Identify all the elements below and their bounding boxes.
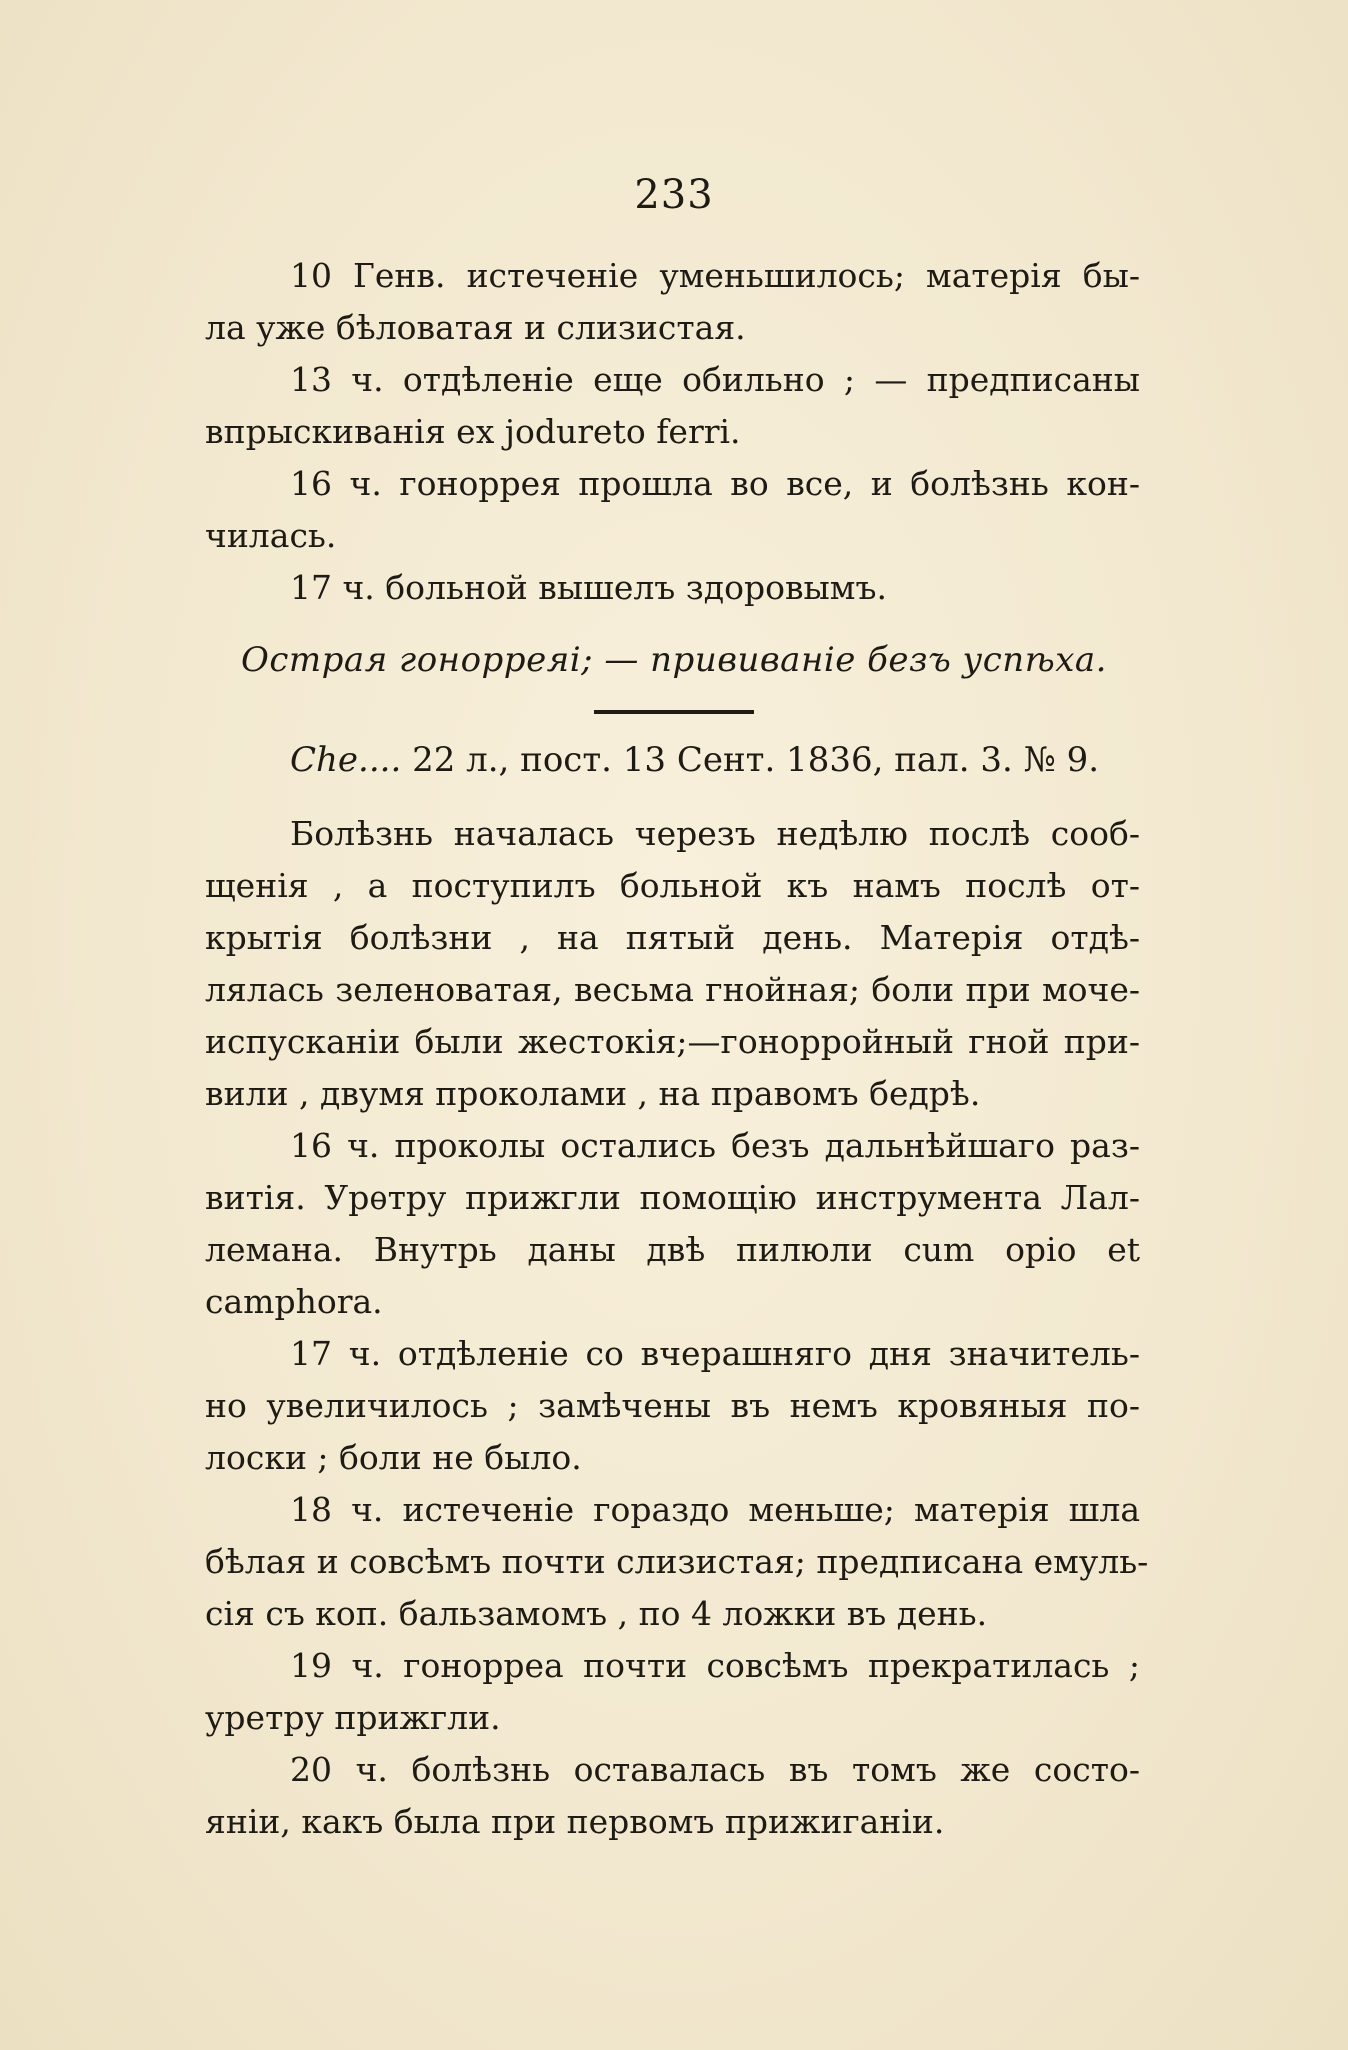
- text-line: впрыскиванія ex jodureto ferri.: [205, 412, 741, 451]
- text-line: витія. Урѳтру прижгли помощію инструмента Лал-: [205, 1178, 1140, 1217]
- text-line: уретру прижгли.: [205, 1698, 501, 1737]
- section-divider: [594, 710, 754, 714]
- text-line: 16 ч. проколы остались безъ дальнѣйшаго раз-: [290, 1126, 1140, 1165]
- text-line: сія съ коп. бальзамомъ , по 4 ложки въ день.: [205, 1594, 988, 1633]
- entry-block-1: [205, 250, 1140, 614]
- text-line: бѣлая и совсѣмъ почти слизистая; предписана емуль-: [205, 1542, 1149, 1581]
- text-line: крытія болѣзни , на пятый день. Матерія отдѣ-: [205, 918, 1140, 957]
- section-heading: Острая гонорреяi; — прививанie безъ успѣха.: [241, 640, 1107, 680]
- text-line: 16 ч. гоноррея прошла во все, и болѣзнь кон-: [290, 464, 1140, 503]
- text-line: 17 ч. больной вышелъ здоровымъ.: [290, 568, 887, 607]
- patient-name: Che....: [290, 740, 402, 780]
- text-line: но увеличилось ; замѣчены въ немъ кровяныя по-: [205, 1386, 1140, 1425]
- text-line: испусканіи были жестокія;—гонорройный гной при-: [205, 1022, 1140, 1061]
- text-line: лялась зеленоватая, весьма гнойная; боли при моче-: [205, 970, 1140, 1009]
- text-line: 10 Генв. истеченіе уменьшилось; матерія бы-: [290, 256, 1140, 295]
- text-line: 19 ч. гонорреа почти совсѣмъ прекратилась ;: [290, 1646, 1140, 1685]
- text-line: лемана. Внутрь даны двѣ пилюли cum opio et: [205, 1230, 1140, 1269]
- text-line: яніи, какъ была при первомъ прижиганіи.: [205, 1802, 945, 1841]
- entry-block-2: [205, 808, 1149, 1848]
- text-line: Болѣзнь началась черезъ недѣлю послѣ сооб-: [290, 814, 1140, 853]
- text-line: camphora.: [205, 1282, 383, 1321]
- text-line: вили , двумя проколами , на правомъ бедрѣ.: [205, 1074, 981, 1113]
- text-line: 17 ч. отдѣленіе со вчерашняго дня значитель-: [290, 1334, 1140, 1373]
- text-line: чилась.: [205, 516, 337, 555]
- page-number: 233: [634, 172, 714, 218]
- text-line: 18 ч. истеченіе гораздо меньше; матерія шла: [290, 1490, 1140, 1529]
- case-details: 22 л., пост. 13 Сент. 1836, пал. 3. № 9.: [401, 740, 1100, 780]
- case-header: [290, 740, 1140, 780]
- text-line: ла уже бѣловатая и слизистая.: [205, 308, 746, 347]
- text-line: лоски ; боли не было.: [205, 1438, 582, 1477]
- text-line: 13 ч. отдѣленіе еще обильно ; — предписаны: [290, 360, 1140, 399]
- text-line: 20 ч. болѣзнь оставалась въ томъ же состо-: [290, 1750, 1140, 1789]
- text-line: щенія , а поступилъ больной къ намъ послѣ от-: [205, 866, 1140, 905]
